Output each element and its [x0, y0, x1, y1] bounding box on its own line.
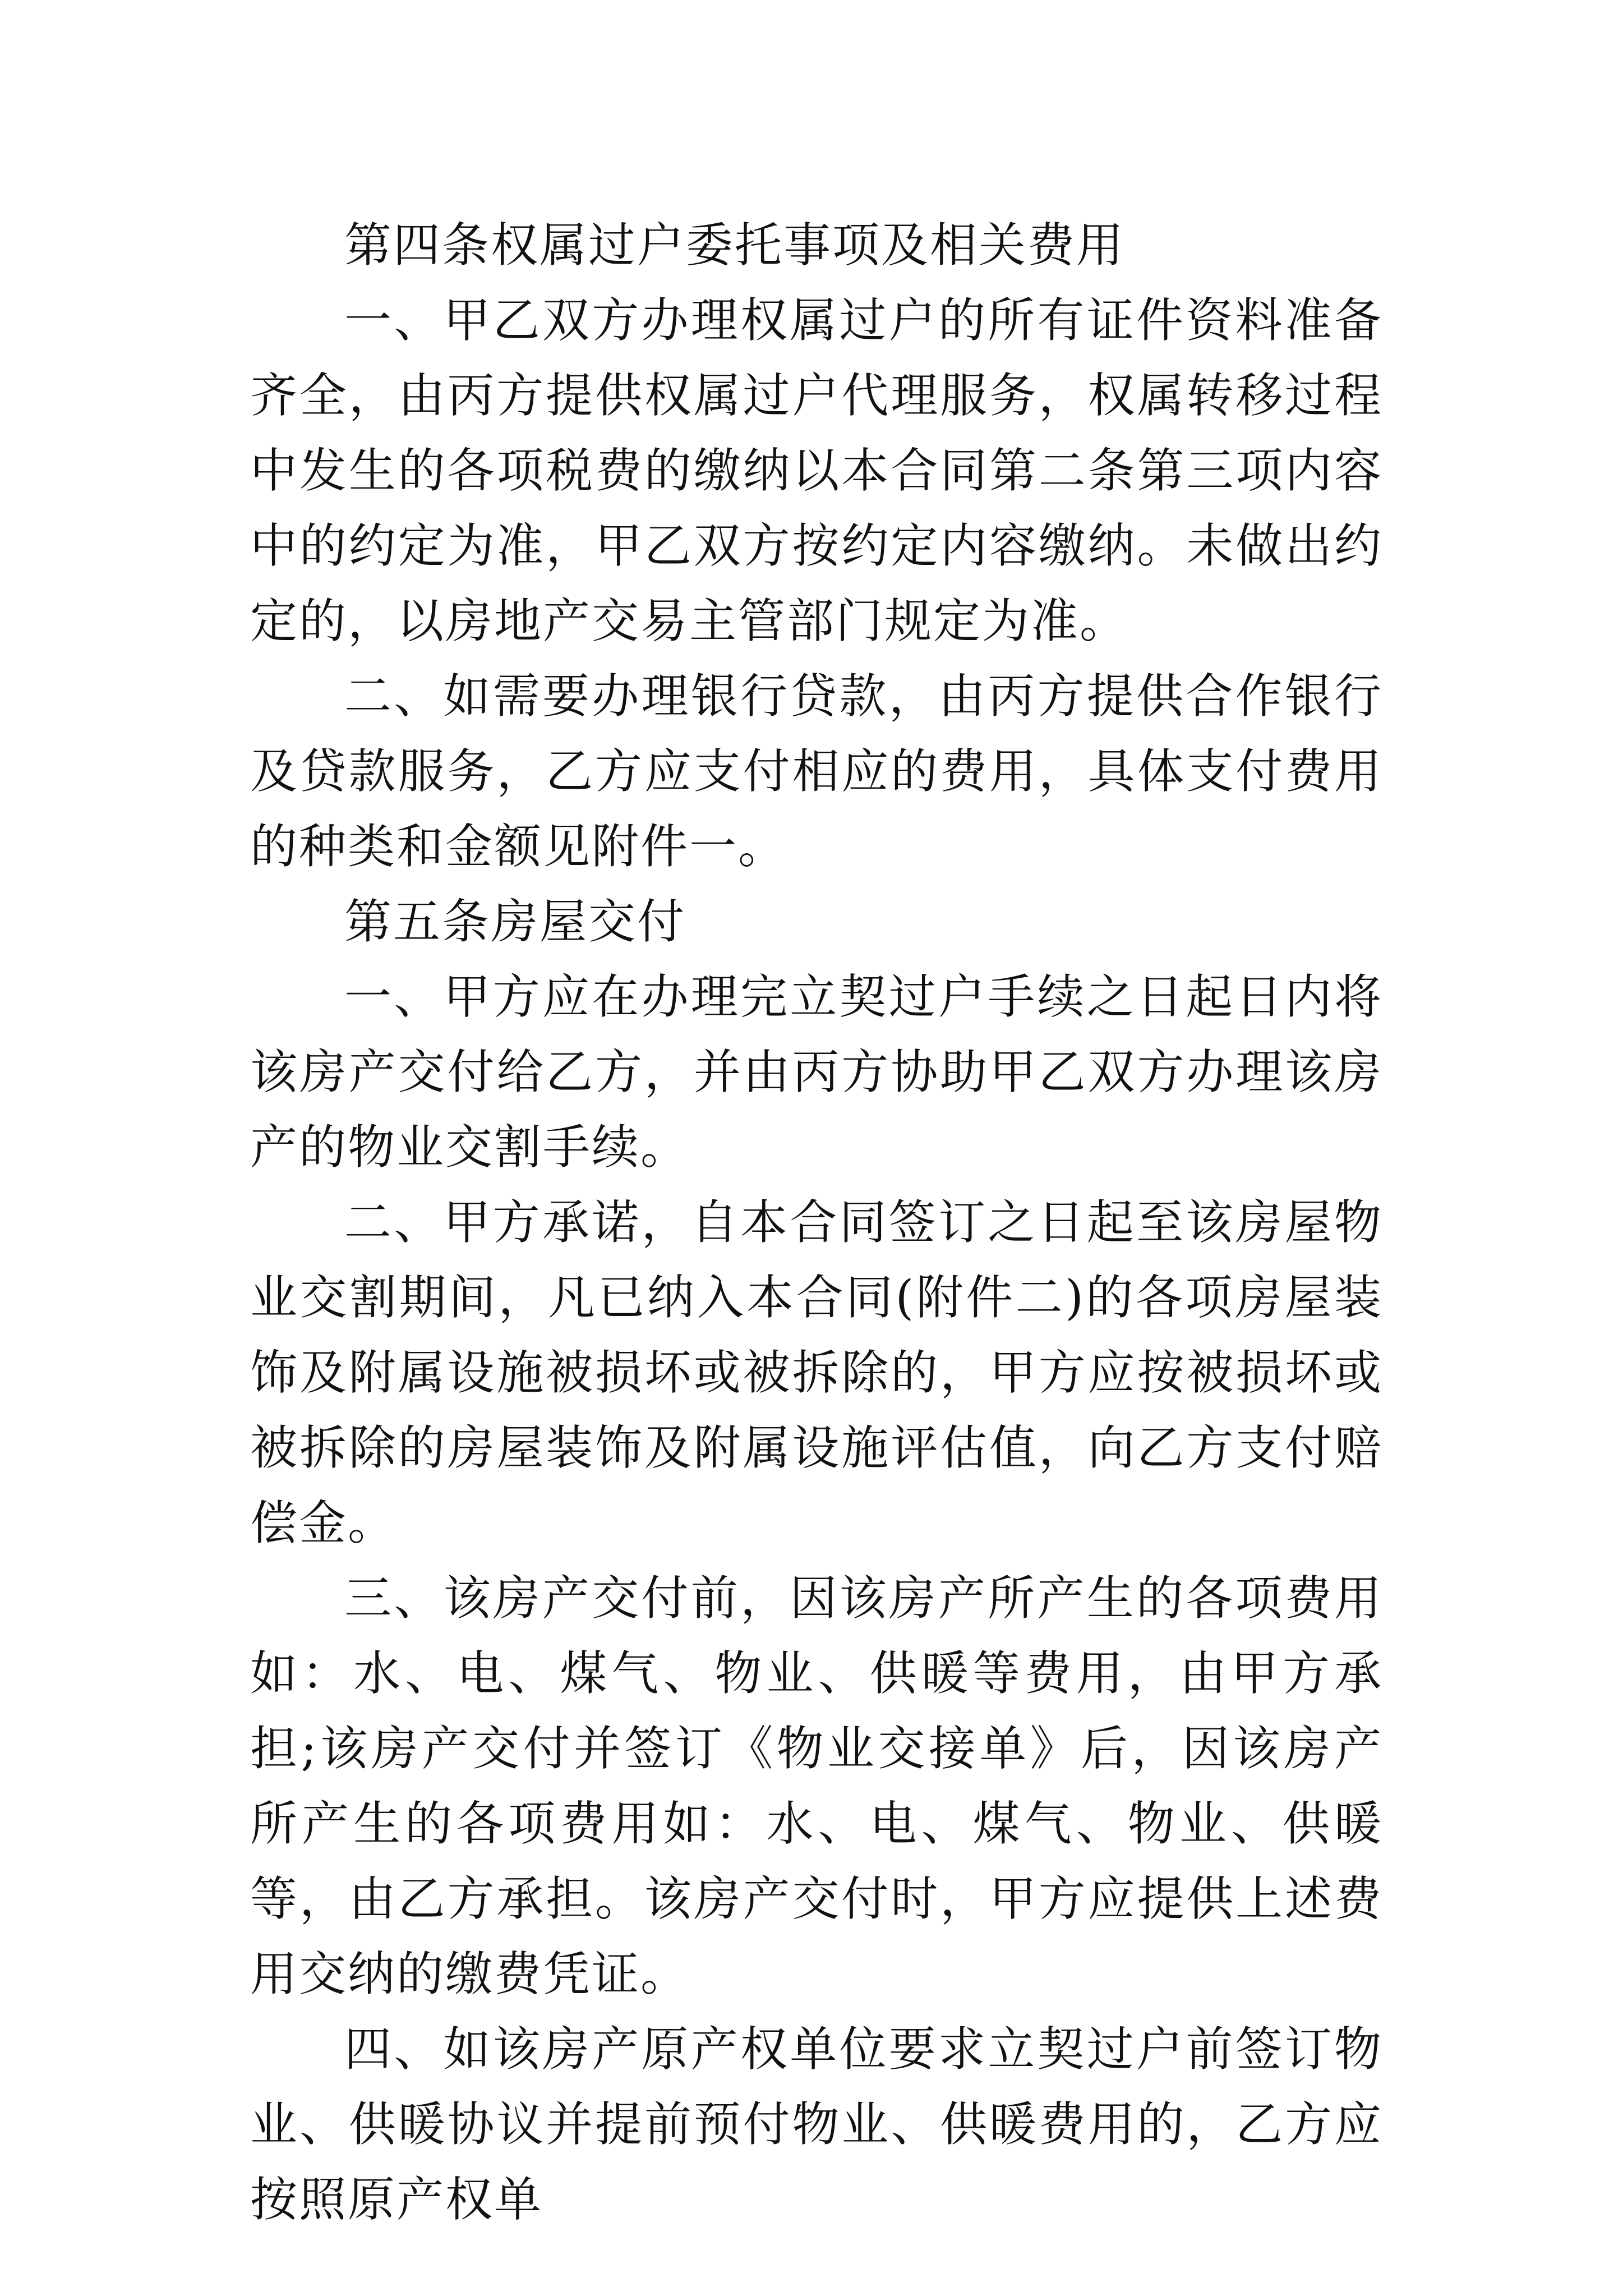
article-5-heading: 第五条房屋交付 — [344, 894, 686, 949]
article-5-clause-2: 二、甲方承诺，自本合同签订之日起至该房屋物业交割期间，凡已纳入本合同(附件二)的各项房屋装饰及附属设施被损坏或被拆除的，甲方应按被损坏或被拆除的房屋装饰及附属设施评估值，向乙方支付赔偿金。 — [250, 1195, 1383, 1550]
article-4-heading: 第四条权属过户委托事项及相关费用 — [344, 218, 1126, 273]
document-body — [250, 208, 1383, 2237]
article-4-clause-2: 二、如需要办理银行贷款，由丙方提供合作银行及贷款服务，乙方应支付相应的费用，具体支付费用的种类和金额见附件一。 — [250, 669, 1383, 874]
article-5-clause-4: 四、如该房产原产权单位要求立契过户前签订物业、供暖协议并提前预付物业、供暖费用的，乙方应按照原产权单 — [250, 2022, 1383, 2227]
article-4-clause-1: 一、甲乙双方办理权属过户的所有证件资料准备齐全，由丙方提供权属过户代理服务，权属转移过程中发生的各项税费的缴纳以本合同第二条第三项内容中的约定为准，甲乙双方按约定内容缴纳。未做出约定的，以房地产交易主管部门规定为准。 — [250, 293, 1383, 648]
article-5-clause-1: 一、甲方应在办理完立契过户手续之日起日内将该房产交付给乙方，并由丙方协助甲乙双方办理该房产的物业交割手续。 — [250, 969, 1383, 1175]
article-5-clause-3: 三、该房产交付前，因该房产所产生的各项费用如：水、电、煤气、物业、供暖等费用，由甲方承担;该房产交付并签订《物业交接单》后，因该房产所产生的各项费用如：水、电、煤气、物业、供暖等，由乙方承担。该房产交付时，甲方应提供上述费用交纳的缴费凭证。 — [250, 1571, 1383, 2001]
